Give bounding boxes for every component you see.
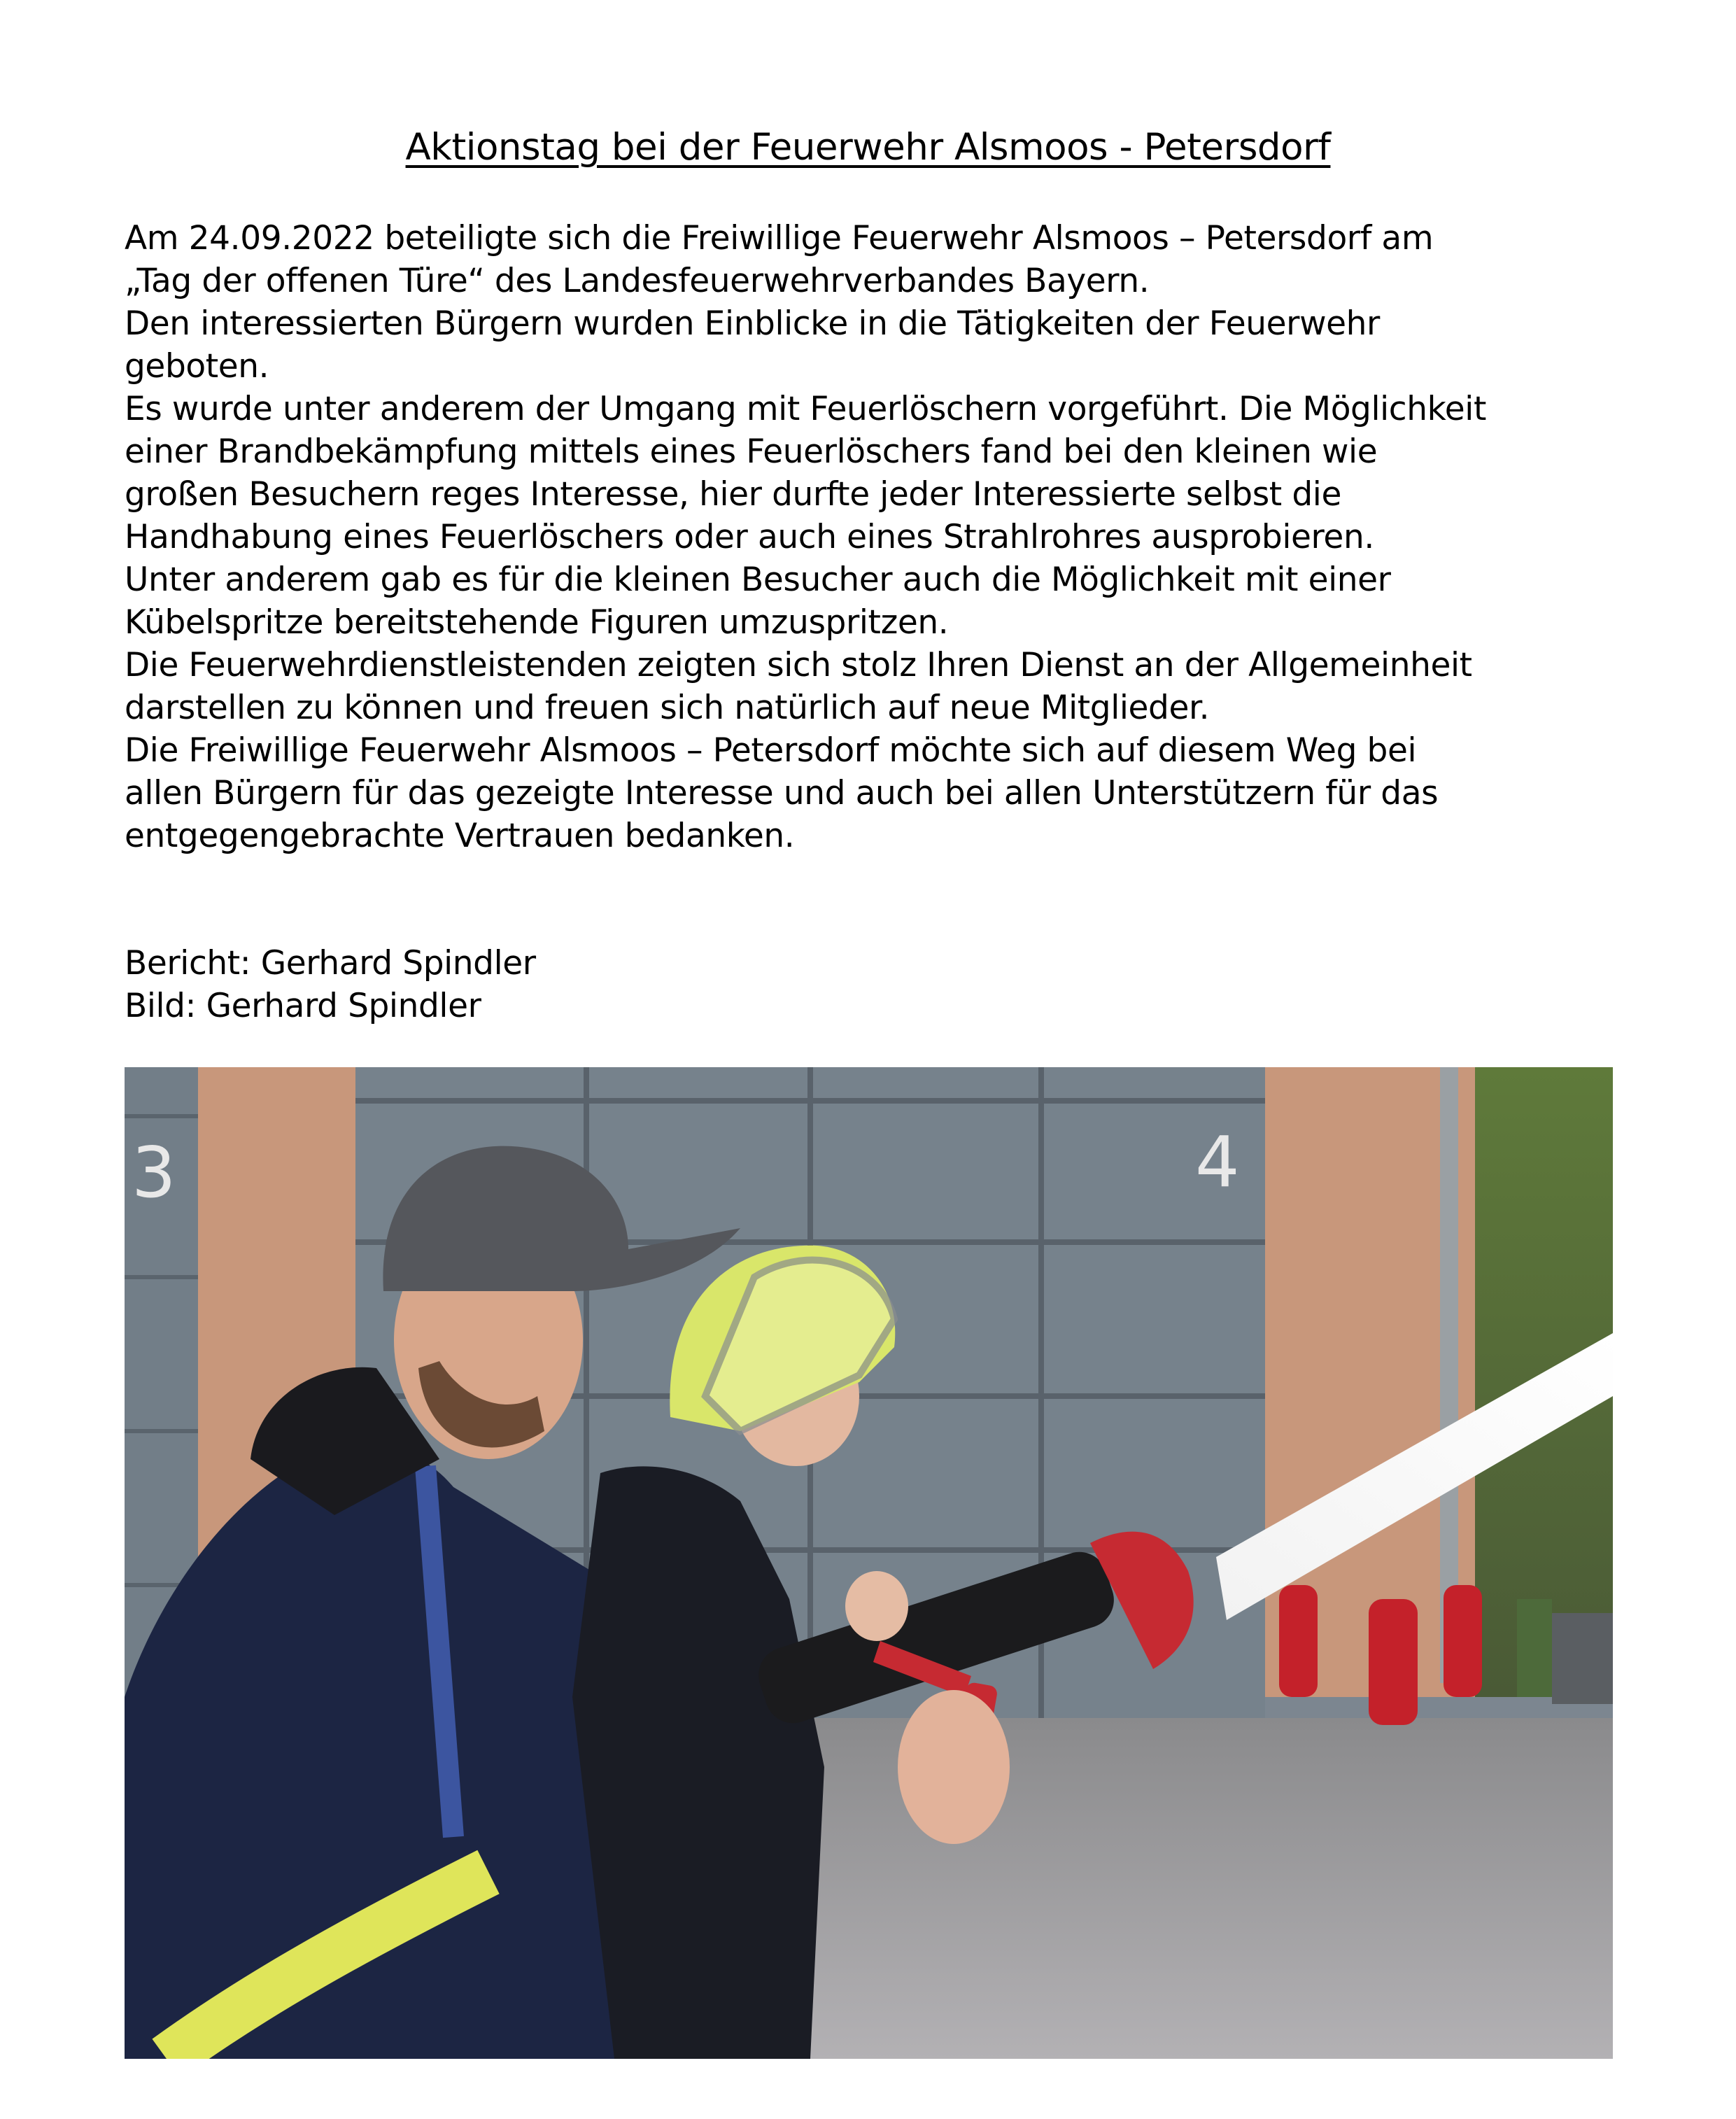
body-line: Kübelspritze bereitstehende Figuren umzuspritzen.: [125, 603, 949, 642]
report-credit: Bericht: Gerhard Spindler: [125, 944, 536, 983]
article-photo: [125, 1067, 1613, 2059]
document-title: Aktionstag bei der Feuerwehr Alsmoos - Petersdorf: [405, 126, 1331, 169]
body-line: entgegengebrachte Vertrauen bedanken.: [125, 817, 795, 855]
body-line: Die Freiwillige Feuerwehr Alsmoos – Petersdorf möchte sich auf diesem Weg bei: [125, 731, 1417, 770]
body-line: allen Bürgern für das gezeigte Interesse und auch bei allen Unterstützern für das: [125, 774, 1439, 812]
svg-text:4: 4: [1195, 1121, 1240, 1203]
body-line: Handhabung eines Feuerlöschers oder auch eines Strahlrohres ausprobieren.: [125, 518, 1374, 556]
body-line: einer Brandbekämpfung mittels eines Feuerlöschers fand bei den kleinen wie: [125, 432, 1378, 471]
body-line: Am 24.09.2022 beteiligte sich die Freiwillige Feuerwehr Alsmoos – Petersdorf am: [125, 219, 1434, 258]
body-line: geboten.: [125, 347, 269, 386]
body-line: großen Besuchern reges Interesse, hier durfte jeder Interessierte selbst die: [125, 475, 1341, 514]
body-line: Die Feuerwehrdienstleistenden zeigten sich stolz Ihren Dienst an der Allgemeinheit: [125, 646, 1472, 684]
body-line: Es wurde unter anderem der Umgang mit Feuerlöschern vorgeführt. Die Möglichkeit: [125, 390, 1486, 428]
credits: [125, 942, 536, 1027]
svg-text:3: 3: [132, 1132, 176, 1213]
body-line: darstellen zu können und freuen sich natürlich auf neue Mitglieder.: [125, 689, 1210, 727]
article-body: [125, 217, 1664, 857]
body-line: Unter anderem gab es für die kleinen Besucher auch die Möglichkeit mit einer: [125, 561, 1391, 599]
photo-credit: Bild: Gerhard Spindler: [125, 987, 481, 1025]
body-line: Den interessierten Bürgern wurden Einblicke in die Tätigkeiten der Feuerwehr: [125, 304, 1380, 343]
photo-illustration: [125, 1067, 1613, 2059]
body-line: „Tag der offenen Türe“ des Landesfeuerwehrverbandes Bayern.: [125, 262, 1150, 300]
